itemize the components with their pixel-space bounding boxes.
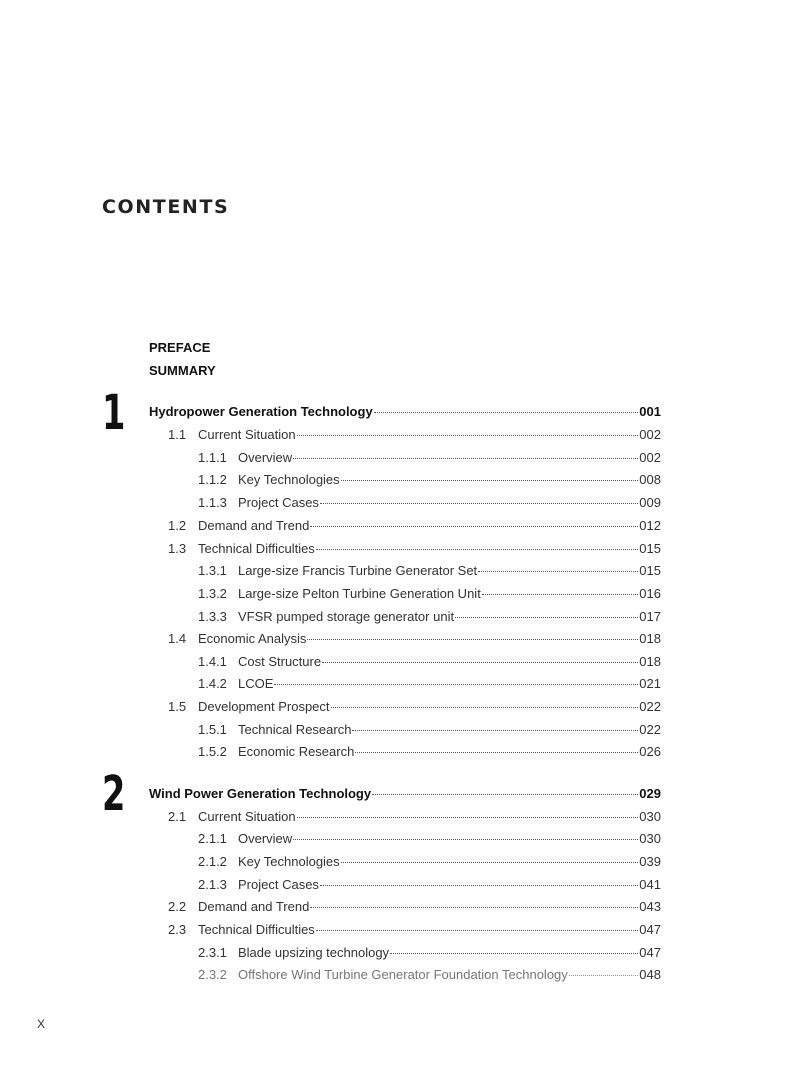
- section-title: Economic Analysis: [198, 631, 307, 646]
- dot-leader: [482, 594, 638, 595]
- toc-entry[interactable]: [168, 808, 661, 826]
- page-number: 026: [639, 744, 661, 759]
- page-number: 016: [639, 586, 661, 601]
- section-number: 1.1.1: [198, 450, 227, 465]
- dot-leader: [390, 953, 638, 954]
- section-title: VFSR pumped storage generator unit: [238, 609, 455, 624]
- dot-leader: [352, 730, 638, 731]
- section-title: Large-size Pelton Turbine Generation Unit: [238, 586, 481, 601]
- toc-entry[interactable]: [168, 630, 661, 648]
- page-number: 029: [639, 786, 661, 801]
- page-number: 022: [639, 722, 661, 737]
- section-title: Project Cases: [238, 495, 319, 510]
- section-number: 1.4.1: [198, 654, 227, 669]
- page-number: 015: [639, 563, 661, 578]
- dot-leader: [274, 684, 638, 685]
- toc-entry[interactable]: [198, 876, 661, 894]
- section-number: 1.4: [168, 631, 187, 646]
- dot-leader: [478, 571, 638, 572]
- section-number: 1.1.3: [198, 495, 227, 510]
- page-number: 009: [639, 495, 661, 510]
- toc-entry[interactable]: [168, 540, 661, 558]
- page-number: 030: [639, 809, 661, 824]
- page-folio: X: [37, 1017, 46, 1031]
- section-number: 2.3.2: [198, 967, 227, 982]
- page-number: 041: [639, 877, 661, 892]
- toc-entry[interactable]: [198, 585, 661, 603]
- toc-entry[interactable]: [198, 966, 661, 984]
- page-number: 039: [639, 854, 661, 869]
- section-title: Demand and Trend: [198, 518, 310, 533]
- section-title: Cost Structure: [238, 654, 322, 669]
- toc-entry[interactable]: [168, 698, 661, 716]
- section-title: Key Technologies: [238, 854, 340, 869]
- dot-leader: [310, 526, 638, 527]
- page-number: 021: [639, 676, 661, 691]
- page-number: 018: [639, 631, 661, 646]
- section-number: 1.5.1: [198, 722, 227, 737]
- dot-leader: [341, 862, 639, 863]
- toc-entry[interactable]: [198, 721, 661, 739]
- section-title: Demand and Trend: [198, 899, 310, 914]
- page-number: 018: [639, 654, 661, 669]
- section-number: 2.3: [168, 922, 187, 937]
- section-title: Key Technologies: [238, 472, 340, 487]
- section-number: 2.1.3: [198, 877, 227, 892]
- chapter-number: 2: [102, 766, 126, 822]
- section-number: 1.5: [168, 699, 187, 714]
- page-number: 002: [639, 427, 661, 442]
- page-number: 017: [639, 609, 661, 624]
- section-number: 2.1: [168, 809, 187, 824]
- toc-entry[interactable]: [198, 944, 661, 962]
- section-number: 1.1.2: [198, 472, 227, 487]
- toc-entry[interactable]: [168, 517, 661, 535]
- dot-leader: [322, 662, 638, 663]
- page-number: 001: [639, 404, 661, 419]
- toc-entry[interactable]: [198, 853, 661, 871]
- dot-leader: [297, 817, 639, 818]
- dot-leader: [355, 752, 638, 753]
- dot-leader: [316, 930, 638, 931]
- dot-leader: [297, 435, 639, 436]
- dot-leader: [331, 707, 639, 708]
- toc-entry[interactable]: [198, 675, 661, 693]
- section-title: Overview: [238, 450, 293, 465]
- section-number: 1.2: [168, 518, 187, 533]
- section-number: 1.4.2: [198, 676, 227, 691]
- section-number: 2.2: [168, 899, 187, 914]
- dot-leader: [320, 885, 638, 886]
- section-title: Project Cases: [238, 877, 319, 892]
- section-number: 1.5.2: [198, 744, 227, 759]
- chapter-number: 1: [102, 385, 126, 441]
- page-number: 047: [639, 922, 661, 937]
- section-title: Offshore Wind Turbine Generator Foundation Technology: [238, 967, 568, 982]
- toc-entry[interactable]: [198, 494, 661, 512]
- chapter-title: Wind Power Generation Technology: [149, 786, 372, 801]
- section-title: Development Prospect: [198, 699, 330, 714]
- section-title: Technical Research: [238, 722, 352, 737]
- page-title: CONTENTS: [102, 196, 230, 218]
- dot-leader: [293, 458, 638, 459]
- section-number: 2.3.1: [198, 945, 227, 960]
- dot-leader: [316, 549, 638, 550]
- page-number: 030: [639, 831, 661, 846]
- toc-entry[interactable]: [198, 653, 661, 671]
- section-title: Technical Difficulties: [198, 541, 315, 556]
- toc-entry[interactable]: [198, 471, 661, 489]
- section-title: Overview: [238, 831, 293, 846]
- page-number: 022: [639, 699, 661, 714]
- toc-entry[interactable]: [198, 743, 661, 761]
- dot-leader: [374, 412, 639, 413]
- toc-entry[interactable]: [198, 608, 661, 626]
- section-title: Blade upsizing technology: [238, 945, 390, 960]
- section-title: Current Situation: [198, 809, 296, 824]
- toc-entry[interactable]: [168, 921, 661, 939]
- dot-leader: [310, 907, 638, 908]
- dot-leader: [455, 617, 638, 618]
- toc-entry[interactable]: [168, 426, 661, 444]
- toc-entry[interactable]: [198, 562, 661, 580]
- page-number: 043: [639, 899, 661, 914]
- chapter-title: Hydropower Generation Technology: [149, 404, 373, 419]
- dot-leader: [341, 480, 639, 481]
- chapter-entry[interactable]: [149, 403, 661, 421]
- section-number: 1.3.3: [198, 609, 227, 624]
- section-number: 1.1: [168, 427, 187, 442]
- section-title: Economic Research: [238, 744, 355, 759]
- section-number: 2.1.2: [198, 854, 227, 869]
- dot-leader: [569, 975, 639, 976]
- dot-leader: [372, 794, 638, 795]
- page-number: 047: [639, 945, 661, 960]
- section-title: Current Situation: [198, 427, 296, 442]
- toc-entry[interactable]: [168, 898, 661, 916]
- chapter-entry[interactable]: [149, 785, 661, 803]
- toc-entry[interactable]: [198, 449, 661, 467]
- dot-leader: [307, 639, 638, 640]
- section-number: 1.3.2: [198, 586, 227, 601]
- page-number: 008: [639, 472, 661, 487]
- section-number: 1.3: [168, 541, 187, 556]
- dot-leader: [293, 839, 638, 840]
- toc-entry[interactable]: [198, 830, 661, 848]
- front-matter-preface[interactable]: PREFACE: [149, 340, 211, 355]
- dot-leader: [320, 503, 638, 504]
- page-number: 015: [639, 541, 661, 556]
- section-title: LCOE: [238, 676, 274, 691]
- section-title: Technical Difficulties: [198, 922, 315, 937]
- section-number: 1.3.1: [198, 563, 227, 578]
- page-number: 002: [639, 450, 661, 465]
- section-title: Large-size Francis Turbine Generator Set: [238, 563, 478, 578]
- page-number: 012: [639, 518, 661, 533]
- front-matter-summary[interactable]: SUMMARY: [149, 363, 216, 378]
- page-number: 048: [639, 967, 661, 982]
- section-number: 2.1.1: [198, 831, 227, 846]
